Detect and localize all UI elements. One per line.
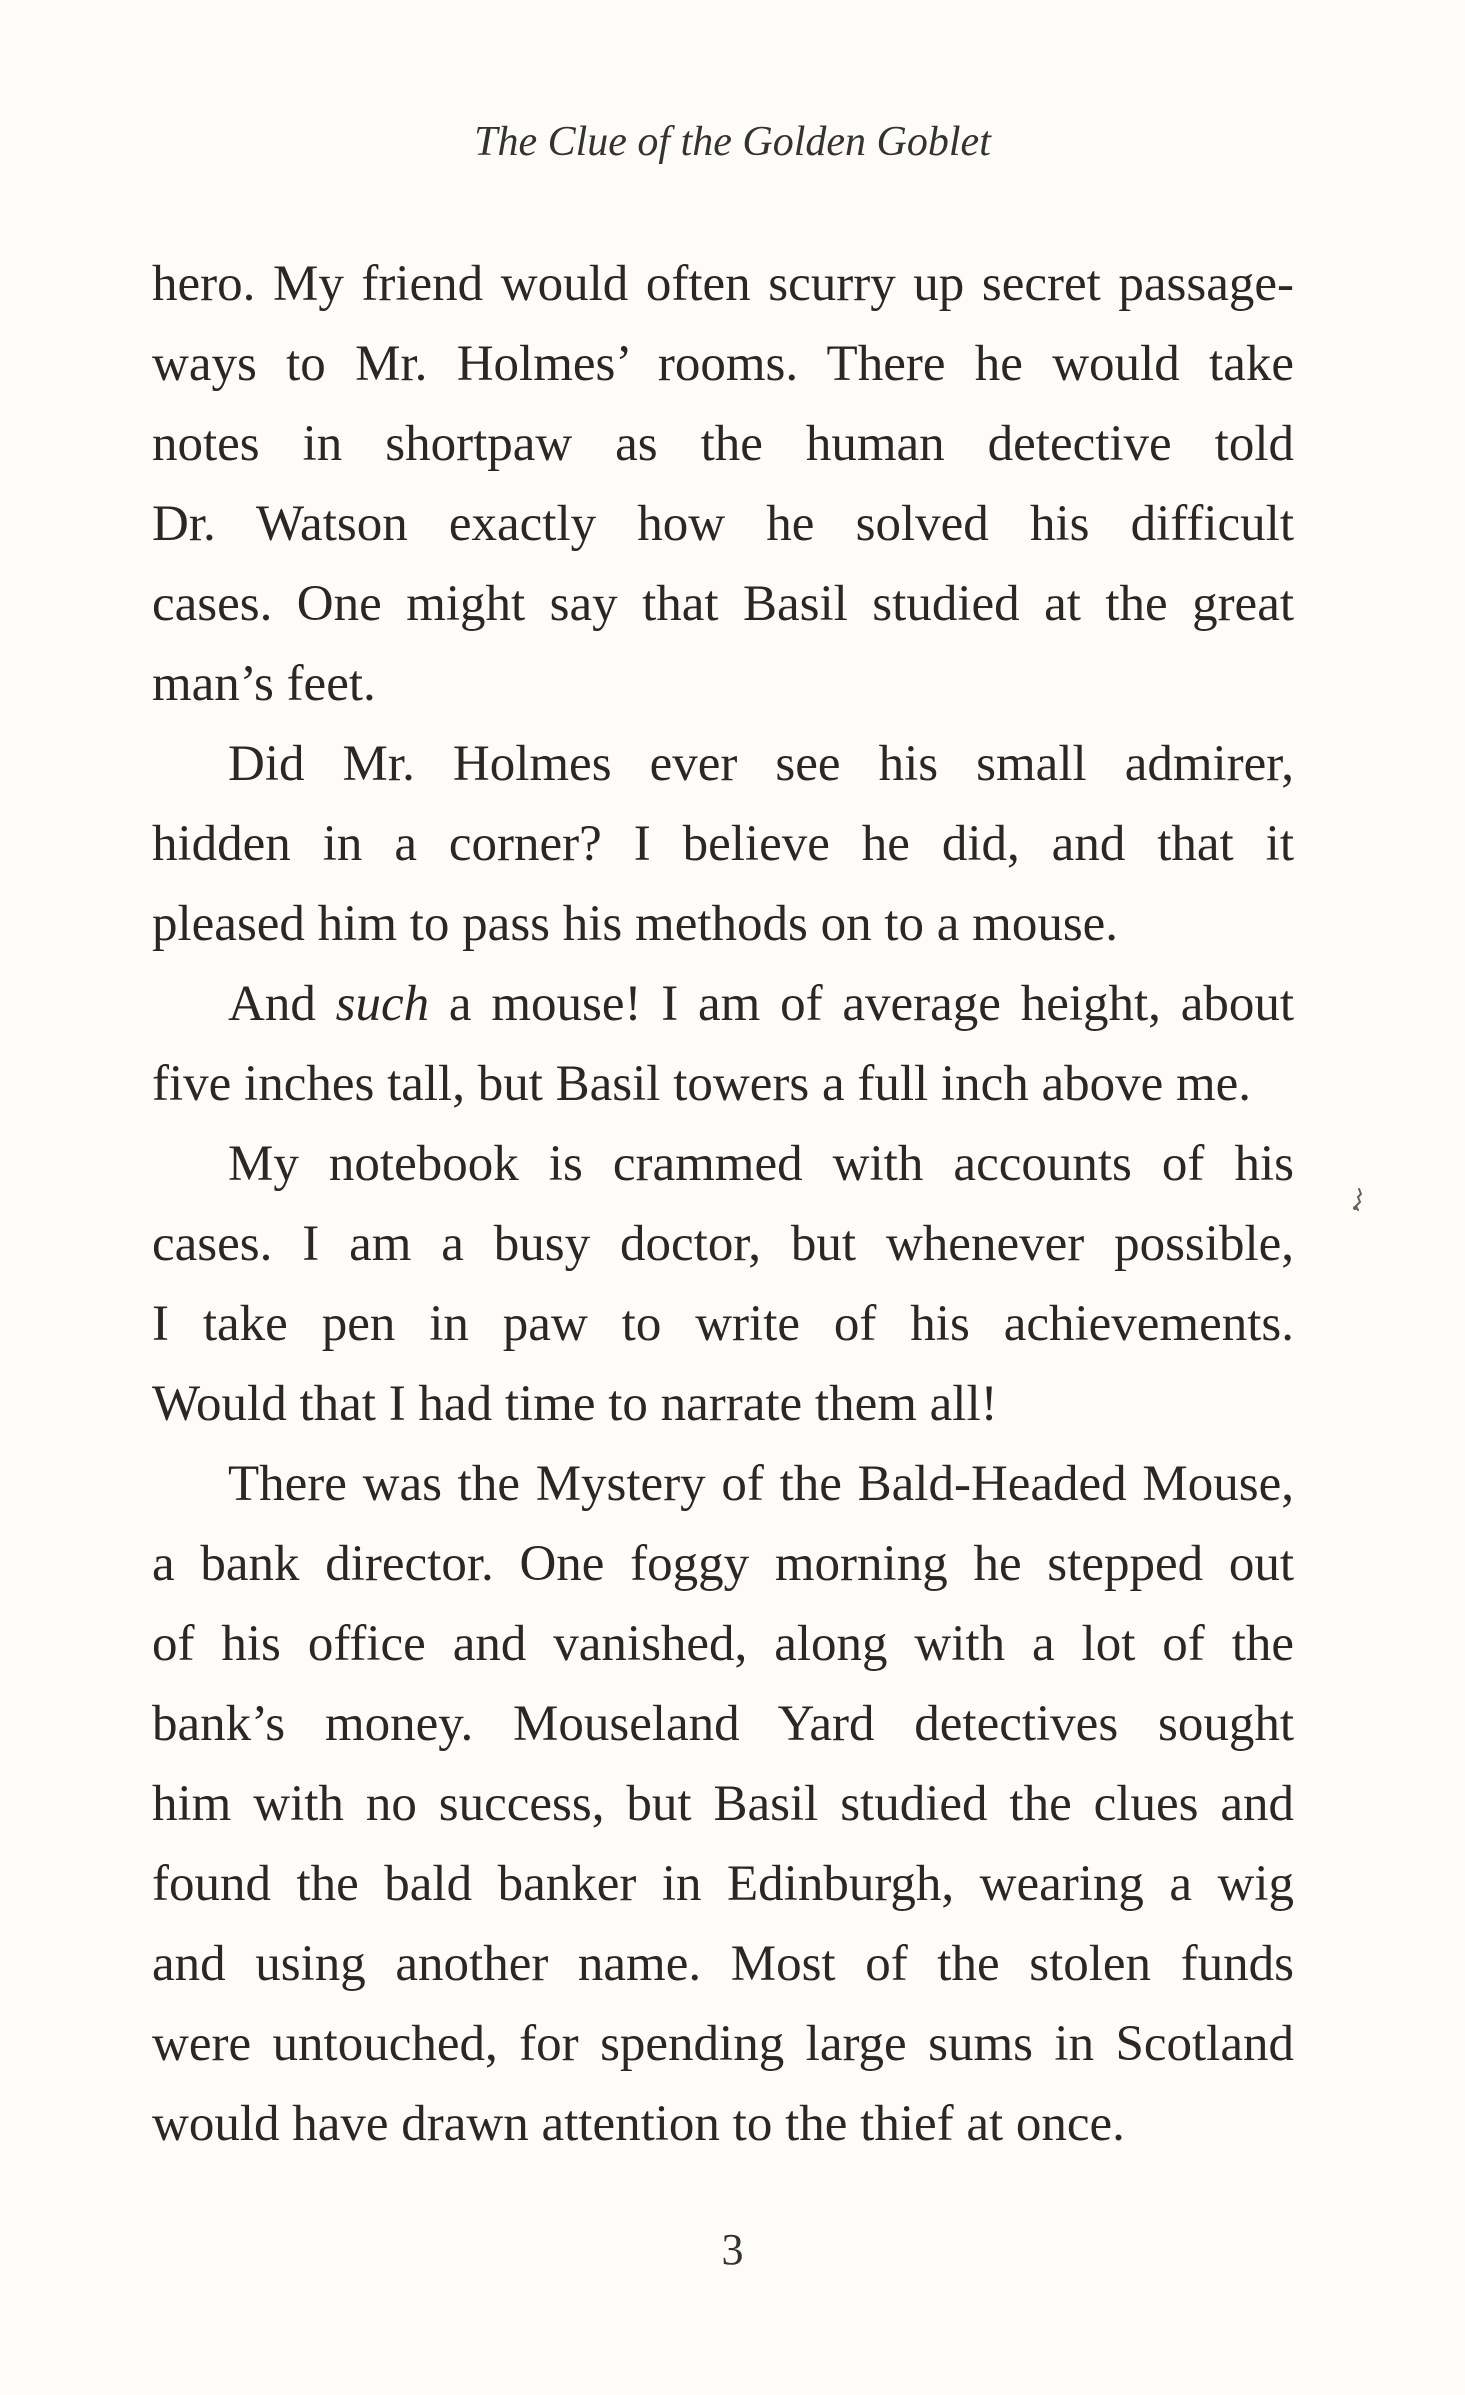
text-line: bank’s money. Mouseland Yard detectives sought [152,1696,1294,1752]
line-rest: a mouse! I am of average height, about [448,976,1295,1032]
text-line: man’s feet. [152,656,376,712]
text-line: were untouched, for spending large sums in Scotland [152,2016,1294,2072]
text-line: Dr. Watson exactly how he solved his difficult [152,496,1294,552]
text-line: Would that I had time to narrate them all! [152,1376,998,1432]
text-line: five inches tall, but Basil towers a full inch above me. [152,1056,1252,1112]
text-line: found the bald banker in Edinburgh, wearing a wig [152,1856,1294,1912]
body-text [152,244,1294,2164]
emphasis-such: such [335,976,430,1032]
text-line: notes in shortpaw as the human detective told [152,416,1294,472]
text-line: hero. My friend would often scurry up secret passage- [152,256,1294,312]
text-line: of his office and vanished, along with a lot of the [152,1616,1294,1672]
text-line: cases. One might say that Basil studied at the great [152,576,1294,632]
text-line: him with no success, but Basil studied the clues and [152,1776,1294,1832]
text-line: ways to Mr. Holmes’ rooms. There he would take [152,336,1294,392]
text-line: My notebook is crammed with accounts of his [228,1136,1294,1192]
text-line [152,964,1294,1044]
text-line: and using another name. Most of the stolen funds [152,1936,1294,1992]
text-line: There was the Mystery of the Bald-Headed Mouse, [228,1456,1294,1512]
text-line: cases. I am a busy doctor, but whenever possible, [152,1216,1294,1272]
text-line: hidden in a corner? I believe he did, and that it [152,816,1294,872]
text-line: a bank director. One foggy morning he stepped out [152,1536,1294,1592]
page-number: 3 [721,2225,744,2274]
line-prefix: And [228,976,336,1032]
running-title: The Clue of the Golden Goblet [474,119,991,165]
text-line: Did Mr. Holmes ever see his small admirer, [228,736,1294,792]
text-line: would have drawn attention to the thief at once. [152,2096,1125,2152]
text-line: pleased him to pass his methods on to a mouse. [152,896,1119,952]
text-line: I take pen in paw to write of his achievements. [152,1296,1294,1352]
ink-speck-mark [1350,1188,1366,1212]
line-space [429,976,449,1032]
